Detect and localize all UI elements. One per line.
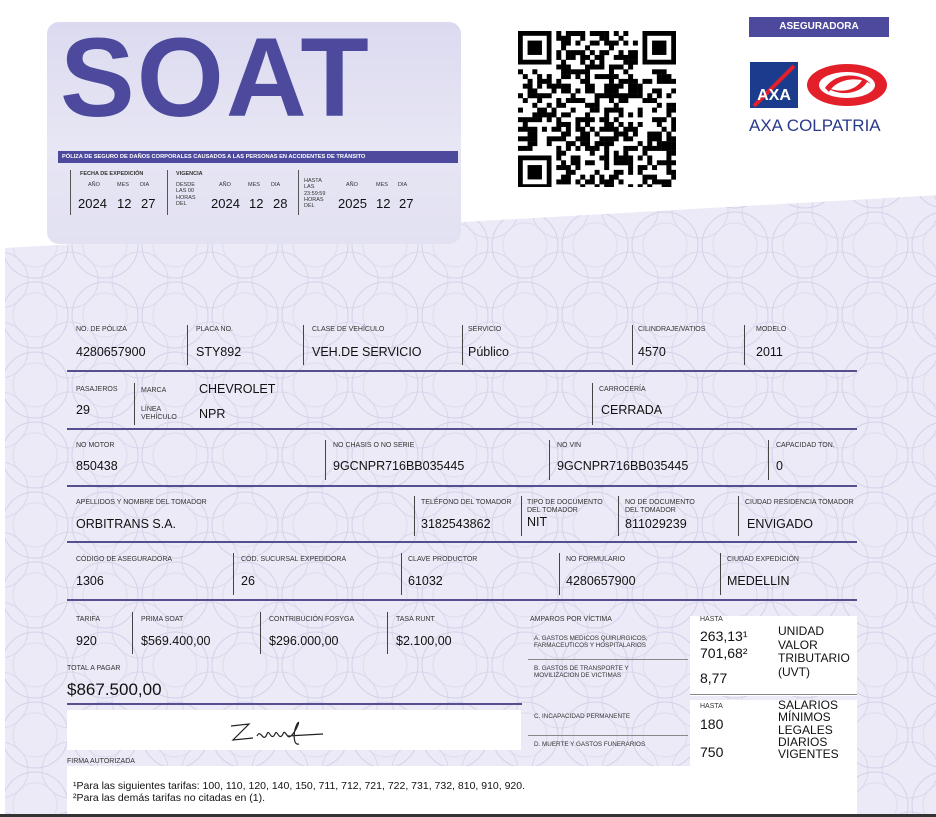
motor-label: NO MOTOR bbox=[76, 442, 115, 449]
divider bbox=[744, 325, 745, 365]
capacidad-value: 0 bbox=[776, 459, 783, 473]
pasajeros-value: 29 bbox=[76, 403, 90, 417]
row-separator bbox=[67, 428, 857, 430]
divider bbox=[414, 496, 415, 536]
vin-value: 9GCNPR716BB035445 bbox=[557, 459, 689, 473]
qr-code-icon bbox=[518, 31, 676, 187]
row-separator bbox=[67, 370, 857, 372]
footnotes-box bbox=[67, 766, 857, 814]
carroceria-value: CERRADA bbox=[601, 403, 663, 417]
marca-value: CHEVROLET bbox=[199, 382, 276, 396]
desde-month-label: MES bbox=[248, 182, 260, 188]
prima-label: PRIMA SOAT bbox=[141, 616, 184, 623]
soat-title: SOAT bbox=[60, 15, 371, 140]
total-value: $867.500,00 bbox=[67, 680, 162, 699]
poliza-value: 4280657900 bbox=[76, 345, 146, 359]
hasta-label-smlv: HASTA bbox=[700, 703, 723, 710]
divider bbox=[187, 325, 188, 365]
exp-year: 2024 bbox=[78, 196, 107, 211]
divider bbox=[738, 496, 739, 536]
num-doc-value: 811029239 bbox=[625, 517, 687, 531]
placa-value: STY892 bbox=[196, 345, 242, 359]
amparo-a-label: A. GASTOS MEDICOS QUIRURGICOS, FARMACEUTICOS Y HOSPITALARIOS bbox=[534, 635, 648, 649]
divider bbox=[768, 440, 769, 480]
policy-subtitle: PÓLIZA DE SEGURO DE DAÑOS CORPORALES CAUSADOS A LAS PERSONAS EN ACCIDENTES DE TRÁNSITO bbox=[58, 151, 458, 163]
smlv-text: SALARIOS MÍNIMOS LEGALES DIARIOS VIGENTES bbox=[778, 698, 839, 762]
divider bbox=[303, 325, 304, 365]
clave-label: CLAVE PRODUCTOR bbox=[408, 556, 478, 563]
runt-value: $2.100,00 bbox=[396, 634, 452, 648]
clase-value: VEH.DE SERVICIO bbox=[312, 345, 422, 359]
cilindraje-label: CILINDRAJE/VATIOS bbox=[638, 326, 706, 333]
amparo-d-label: D. MUERTE Y GASTOS FUNERARIOS bbox=[534, 741, 646, 748]
divider bbox=[528, 659, 688, 660]
vigencia-label: VIGENCIA bbox=[176, 171, 203, 177]
row-separator bbox=[67, 541, 857, 543]
exp-day: 27 bbox=[141, 196, 156, 211]
clave-value: 61032 bbox=[408, 574, 443, 588]
amparo-d-value: 750 bbox=[700, 744, 724, 760]
runt-label: TASA RUNT bbox=[396, 616, 435, 623]
exp-day-label: DIA bbox=[140, 182, 150, 188]
sucursal-label: CÓD. SUCURSAL EXPEDIDORA bbox=[241, 556, 347, 563]
amparo-a-value-2: 701,68² bbox=[700, 645, 748, 661]
clase-label: CLASE DE VEHÍCULO bbox=[312, 326, 385, 333]
num-doc-label: NO DE DOCUMENTO DEL TOMADOR bbox=[625, 499, 695, 514]
divider bbox=[528, 735, 688, 736]
firma-label: FIRMA AUTORIZADA bbox=[67, 758, 135, 765]
amparo-c-value: 180 bbox=[700, 716, 724, 732]
colpatria-swirl-icon bbox=[805, 62, 889, 108]
divider bbox=[521, 496, 522, 536]
signature-icon bbox=[227, 714, 327, 748]
marca-label: MARCA bbox=[141, 387, 167, 394]
hasta-month-label: MES bbox=[376, 182, 388, 188]
divider bbox=[260, 612, 261, 654]
codigo-label: CÓDIGO DE ASEGURADORA bbox=[76, 556, 173, 563]
divider bbox=[401, 553, 402, 595]
motor-value: 850438 bbox=[76, 459, 118, 473]
vin-label: NO VIN bbox=[557, 442, 582, 449]
formulario-value: 4280657900 bbox=[566, 574, 636, 588]
ciudad-exp-value: MEDELLIN bbox=[727, 574, 790, 588]
modelo-label: MODELO bbox=[756, 326, 787, 333]
desde-label: DESDE LAS 00 HORAS DEL bbox=[176, 182, 196, 207]
servicio-label: SERVICIO bbox=[468, 326, 502, 333]
hasta-year-label: AÑO bbox=[346, 182, 358, 188]
axa-logo-text: AXA bbox=[757, 87, 791, 104]
hasta-month: 12 bbox=[376, 196, 391, 211]
uvt-text: UNIDAD VALOR TRIBUTARIO (UVT) bbox=[778, 624, 850, 679]
divider bbox=[559, 553, 560, 595]
telefono-label: TELÉFONO DEL TOMADOR bbox=[421, 499, 512, 506]
hasta-day: 27 bbox=[399, 196, 414, 211]
tomador-label: APELLIDOS Y NOMBRE DEL TOMADOR bbox=[76, 499, 207, 506]
capacidad-label: CAPACIDAD TON. bbox=[776, 442, 835, 449]
divider bbox=[462, 325, 463, 365]
chasis-value: 9GCNPR716BB035445 bbox=[333, 459, 465, 473]
desde-year-label: AÑO bbox=[219, 182, 231, 188]
amparo-b-value: 8,77 bbox=[700, 670, 728, 686]
tomador-value: ORBITRANS S.A. bbox=[76, 517, 177, 531]
tipo-doc-value: NIT bbox=[527, 515, 548, 529]
servicio-value: Público bbox=[468, 345, 509, 359]
row-separator bbox=[67, 599, 857, 601]
total-underline bbox=[67, 703, 522, 705]
divider bbox=[690, 694, 857, 695]
formulario-label: NO FORMULARIO bbox=[566, 556, 626, 563]
prima-value: $569.400,00 bbox=[141, 634, 211, 648]
divider bbox=[387, 612, 388, 654]
hasta-label-uvt: HASTA bbox=[700, 616, 723, 623]
row-separator bbox=[67, 485, 857, 487]
linea-value: NPR bbox=[199, 407, 226, 421]
ciudad-exp-label: CIUDAD EXPEDICIÓN bbox=[727, 556, 799, 563]
hasta-day-label: DIA bbox=[398, 182, 408, 188]
hasta-year: 2025 bbox=[338, 196, 367, 211]
tarifa-label: TARIFA bbox=[76, 616, 100, 623]
divider bbox=[132, 612, 133, 654]
divider bbox=[549, 440, 550, 480]
footnote-2: ²Para las demás tarifas no citadas en (1). bbox=[73, 792, 266, 804]
exp-year-label: AÑO bbox=[88, 182, 100, 188]
divider bbox=[632, 325, 633, 365]
insurer-name: AXA COLPATRIA bbox=[749, 116, 881, 135]
cilindraje-value: 4570 bbox=[638, 345, 666, 359]
poliza-label: NO. DE PÓLIZA bbox=[76, 326, 127, 333]
placa-label: PLACA NO. bbox=[196, 326, 233, 333]
amparo-c-label: C. INCAPACIDAD PERMANENTE bbox=[534, 713, 631, 720]
linea-label: LÍNEA VEHÍCULO bbox=[141, 406, 177, 421]
axa-logo bbox=[750, 62, 798, 108]
telefono-value: 3182543862 bbox=[421, 517, 491, 531]
hdr-divider-3 bbox=[298, 170, 299, 215]
desde-month: 12 bbox=[249, 196, 264, 211]
total-label: TOTAL A PAGAR bbox=[67, 665, 121, 672]
divider bbox=[720, 553, 721, 595]
aseguradora-banner: ASEGURADORA bbox=[749, 17, 889, 37]
divider bbox=[233, 553, 234, 595]
signature-box bbox=[67, 710, 521, 750]
sucursal-value: 26 bbox=[241, 574, 255, 588]
divider bbox=[134, 383, 135, 425]
divider bbox=[618, 496, 619, 536]
fosyga-label: CONTRIBUCIÓN FOSYGA bbox=[269, 616, 355, 623]
hasta-label: HASTA LAS 23:59:59 HORAS DEL bbox=[304, 178, 326, 210]
amparos-label: AMPAROS POR VÍCTIMA bbox=[530, 616, 612, 623]
amparo-a-value-1: 263,13¹ bbox=[700, 628, 748, 644]
codigo-value: 1306 bbox=[76, 574, 104, 588]
chasis-label: NO CHASIS O NO SERIE bbox=[333, 442, 415, 449]
fosyga-value: $296.000,00 bbox=[269, 634, 339, 648]
exp-month-label: MES bbox=[117, 182, 129, 188]
desde-day: 28 bbox=[273, 196, 288, 211]
expedicion-label: FECHA DE EXPEDICIÓN bbox=[80, 171, 144, 177]
footnote-1: ¹Para las siguientes tarifas: 100, 110, 120, 140, 150, 711, 712, 721, 722, 731, 732, 810, 910, 920. bbox=[73, 780, 526, 792]
hdr-divider-2 bbox=[167, 170, 168, 215]
ciudad-value: ENVIGADO bbox=[747, 517, 813, 531]
exp-month: 12 bbox=[117, 196, 132, 211]
desde-year: 2024 bbox=[211, 196, 240, 211]
tipo-doc-label: TIPO DE DOCUMENTO DEL TOMADOR bbox=[527, 499, 603, 514]
modelo-value: 2011 bbox=[756, 345, 783, 359]
ciudad-label: CIUDAD RESIDENCIA TOMADOR bbox=[745, 499, 854, 506]
divider bbox=[325, 440, 326, 480]
divider bbox=[592, 383, 593, 425]
tarifa-value: 920 bbox=[76, 634, 97, 648]
desde-day-label: DIA bbox=[271, 182, 281, 188]
pasajeros-label: PASAJEROS bbox=[76, 386, 118, 393]
amparo-b-label: B. GASTOS DE TRANSPORTE Y MOVILIZACION DE VICTIMAS bbox=[534, 665, 629, 679]
hdr-divider-1 bbox=[70, 170, 71, 215]
carroceria-label: CARROCERÍA bbox=[599, 386, 646, 393]
